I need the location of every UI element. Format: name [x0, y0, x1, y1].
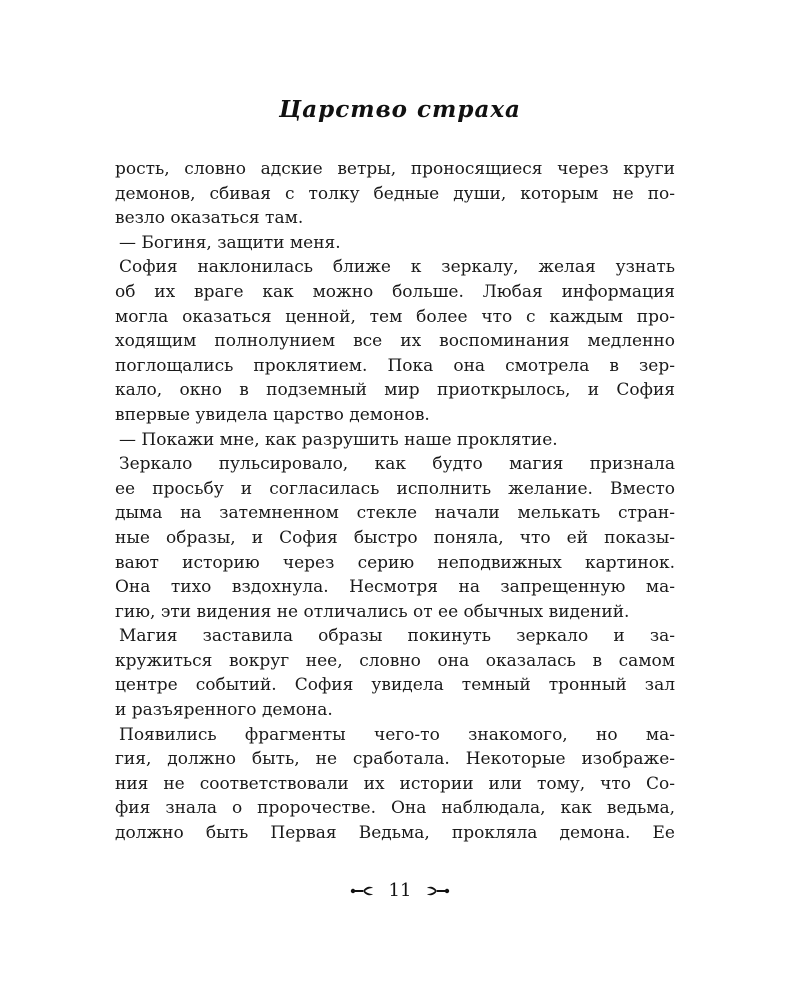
text-line: кало, окно в подземный мир приоткрылось, и София — [115, 380, 675, 401]
text-line: поглощались проклятием. Пока она смотрела в зер- — [115, 355, 675, 376]
text-line: Зеркало пульсировало, как будто магия признала — [119, 454, 675, 475]
text-line: ее просьбу и согласилась исполнить желание. Вместо — [115, 478, 675, 499]
text-line: гия, должно быть, не сработала. Некоторые изображе- — [115, 749, 675, 770]
left-fleuron-icon — [349, 884, 375, 898]
text-line: София наклонилась ближе к зеркалу, желая узнать — [119, 257, 675, 278]
right-fleuron-icon — [425, 884, 451, 898]
text-line: могла оказаться ценной, тем более что с каждым про- — [115, 306, 675, 327]
text-line: центре событий. София увидела темный тронный зал — [115, 675, 675, 696]
page-number: 11 — [388, 880, 412, 901]
text-line: — Богиня, защити меня. — [119, 232, 341, 253]
text-line: рость, словно адские ветры, проносящиеся через круги — [115, 159, 675, 179]
text-line: должно быть Первая Ведьма, прокляла демона. Ее — [115, 823, 675, 844]
text-line: кружиться вокруг нее, словно она оказалась в самом — [115, 650, 675, 671]
body-text — [115, 157, 675, 846]
running-head: Царство страха — [279, 96, 521, 123]
text-line: Появились фрагменты чего-то знакомого, но ма- — [119, 724, 675, 745]
text-line: демонов, сбивая с толку бедные души, которым не по- — [115, 183, 675, 204]
text-line: ходящим полнолунием все их воспоминания медленно — [115, 331, 675, 352]
text-line: вают историю через серию неподвижных картинок. — [115, 552, 675, 573]
text-line: гию, эти видения не отличались от ее обычных видений. — [115, 601, 630, 622]
text-line: везло оказаться там. — [115, 208, 304, 229]
text-line: ния не соответствовали их истории или тому, что Со- — [115, 773, 675, 794]
text-line: фия знала о пророчестве. Она наблюдала, как ведьма, — [115, 798, 675, 819]
text-line: впервые увидела царство демонов. — [115, 404, 430, 425]
text-line: ные образы, и София быстро поняла, что ей показы- — [115, 527, 675, 548]
page-footer — [0, 880, 800, 901]
text-line: Магия заставила образы покинуть зеркало и за- — [119, 626, 675, 647]
text-line: Она тихо вздохнула. Несмотря на запрещенную ма- — [115, 577, 675, 598]
text-line: об их враге как можно больше. Любая информация — [115, 281, 675, 302]
text-line: и разъяренного демона. — [115, 700, 333, 721]
text-line: — Покажи мне, как разрушить наше проклятие. — [119, 429, 558, 450]
text-line: дыма на затемненном стекле начали мелькать стран- — [115, 503, 675, 524]
